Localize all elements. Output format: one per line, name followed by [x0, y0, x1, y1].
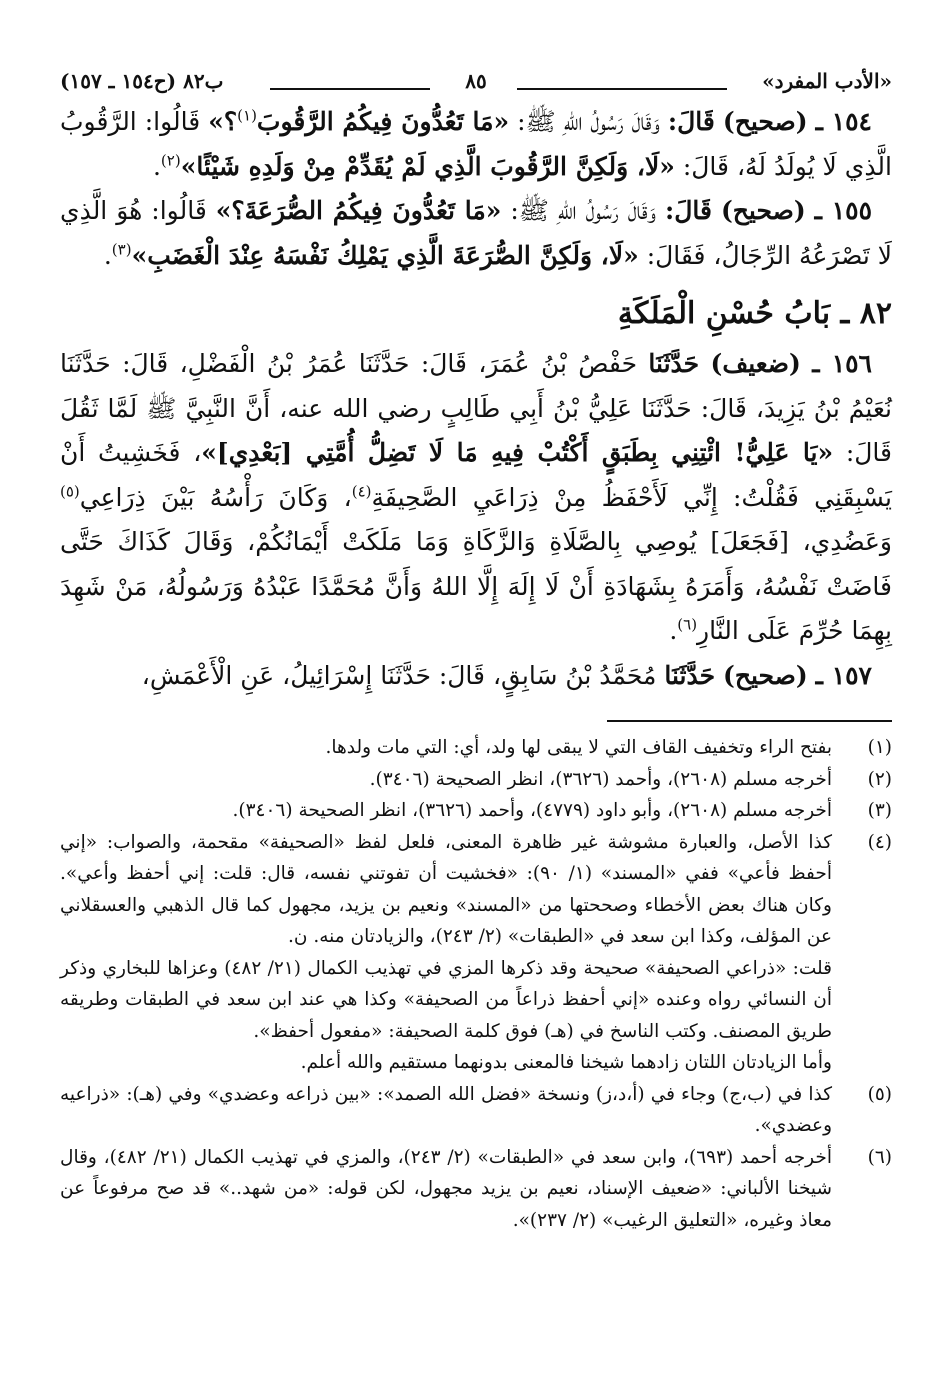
footnotes	[60, 732, 892, 1236]
hadith-grade: (ضعيف)	[710, 349, 801, 378]
hadith-text: وَقَالَ رَسُولُ اللهِ ﷺ:	[517, 107, 660, 136]
page-header	[60, 55, 892, 95]
narration-word: حَدَّثَنَا	[664, 660, 716, 690]
footnote-ref[interactable]: (٦)	[677, 615, 698, 634]
hadith-text: وَقَالَ رَسُولُ اللهِ ﷺ:	[510, 196, 657, 225]
footnote-5	[60, 1079, 892, 1142]
hadith-number: ١٥٧ ـ	[815, 660, 872, 690]
hadith-number: ١٥٤ ـ	[815, 107, 872, 136]
footnote-ref[interactable]: (١)	[237, 106, 257, 125]
hadith-157	[60, 654, 892, 699]
footnote-text: أخرجه مسلم (٢٦٠٨)، وأحمد (٣٦٢٦)، انظر الصحيحة (٣٤٠٦).	[369, 768, 832, 790]
footnote-ref[interactable]: (٤)	[351, 482, 372, 501]
hadith-grade: (صحيح)	[722, 107, 808, 136]
chapter-title: ٨٢ ـ بَابُ حُسْنِ الْمَلَكَةِ	[617, 296, 892, 331]
footnote-number: (١)	[867, 737, 892, 758]
footnote-text: قلت: «ذراعي الصحيفة» صحيحة وقد ذكرها المزي في تهذيب الكمال (٢١/ ٤٨٢) وعزاها للبخاري وذكر أن النسائي رواه وعنده «إني أحفظ ذراعاً من الصحيفة» وكذا هي عند ابن سعد في الطبقات وطريقه طريق المصنف. وكتب الناسخ في (هـ) فوق كلمة الصحيفة: «مفعول أحفظ».	[60, 957, 832, 1042]
hadith-text: ، وَكَانَ رَأْسُهُ بَيْنَ ذِرَاعِي	[79, 482, 352, 512]
footnote-number: (٥)	[867, 1083, 892, 1105]
sentence-end: .	[152, 151, 161, 181]
hadith-grade: (صحيح)	[723, 660, 808, 690]
hadith-154	[60, 100, 892, 189]
footnote-text: وأما الزيادتان اللتان زادهما شيخنا فالمعنى بدونهما مستقيم والله أعلم.	[300, 1052, 832, 1073]
footnote-number: (٦)	[867, 1146, 892, 1168]
book-page	[60, 55, 892, 1236]
footnote-6	[60, 1142, 892, 1237]
sentence-end: .	[103, 240, 112, 270]
prophetic-quote: «لَا، وَلَكِنَّ الرَّقُوبَ الَّذِي لَمْ يُقَدِّمْ مِنْ وَلَدِهِ شَيْئًا»	[180, 151, 675, 181]
footnote-text: أخرجه مسلم (٢٦٠٨)، وأبو داود (٤٧٧٩)، وأحمد (٣٦٢٦)، انظر الصحيحة (٣٤٠٦).	[232, 800, 832, 821]
footnote-ref[interactable]: (٣)	[111, 240, 132, 259]
hadith-text: قَالُوا: الرَّقُوبُ الَّذِي لَا يُولَدُ لَهُ، قَالَ:	[60, 107, 892, 181]
main-text	[60, 100, 892, 698]
hadith-text: وَعَضُدِي، [فَجَعَلَ] يُوصِي بِالصَّلَاةِ وَالزَّكَاةِ وَمَا مَلَكَتْ أَيْمَانُكُمْ، وَقَالَ كَذَاكَ حَتَّى فَاضَتْ نَفْسُهُ، وَأَمَرَهُ بِشَهَادَةِ أَنْ لَا إِلَهَ إِلَّا اللهُ وَأَنَّ مُحَمَّدًا عَبْدُهُ وَرَسُولُهُ، مَنْ شَهِدَ بِهِمَا حُرِّمَ عَلَى النَّارِ	[60, 527, 892, 645]
footnote-text: كذا في (ب،ج) وجاء في (أ،د،ز) ونسخة «فضل الله الصمد»: «بين ذراعه وعضدي» وفي (هـ): «ذراعيه وعضدي».	[60, 1083, 832, 1136]
footnote-text: كذا الأصل، والعبارة مشوشة غير ظاهرة المعنى، فلعل لفظ «الصحيفة» مقحمة، والصواب: «إني أحفظ فأعي» ففي «المسند» (١/ ٩٠): «فخشيت أن تفوتني نفسه، قال: قلت: إني أحفظ وأعي». وكان هناك بعض الأخطاء وصححتها من «المسند» ونعيم بن يزيد، مجهول كما قال الذهبي والعسقلاني عن المؤلف، وكذا ابن سعد في «الطبقات» (٢/ ٢٤٣)، والزيادتان منه. ن.	[60, 831, 832, 947]
hadith-number: ١٥٦ ـ	[812, 349, 872, 378]
hadith-155	[60, 189, 892, 278]
prophetic-quote: «مَا تَعُدُّونَ فِيكُمُ الرَّقُوبَ	[256, 107, 510, 136]
footnote-1	[60, 732, 892, 764]
footnote-4	[60, 827, 892, 1079]
prophetic-quote: «يَا عَلِيُّ! ائْتِنِي بِطَبَقٍ أَكْتُبْ فِيهِ مَا لَا تَضِلُّ أُمَّتِي [بَعْدِي]»	[201, 438, 834, 467]
hadith-number: ١٥٥ ـ	[814, 196, 873, 225]
sentence-end: .	[669, 616, 678, 645]
footnote-ref[interactable]: (٥)	[60, 482, 80, 501]
hadith-text: قَالُوا: هُوَ الَّذِي لَا تَصْرَعُهُ الرِّجَالُ، فَقَالَ:	[60, 196, 892, 270]
footnote-number: (٣)	[867, 800, 892, 821]
header-book-title: «الأدب المفرد»	[762, 69, 892, 93]
header-section-range: ب٨٢ (ح١٥٤ ـ ١٥٧)	[60, 69, 224, 93]
hadith-text: مُحَمَّدُ بْنُ سَابِقٍ، قَالَ: حَدَّثَنَا إِسْرَائِيلُ، عَنِ الْأَعْمَشِ،	[141, 660, 657, 690]
header-rule-left	[270, 88, 430, 90]
narration-word: قَالَ:	[667, 107, 715, 136]
footnote-3	[60, 795, 892, 827]
hadith-text: ، فَخَشِيتُ أَنْ يَسْبِقَنِي فَقُلْتُ: إِنِّي لَأَحْفَظُ مِنْ ذِرَاعَيِ الصَّحِيفَةِ	[60, 438, 892, 512]
footnote-number: (٢)	[867, 768, 892, 790]
narration-word: قَالَ:	[665, 196, 712, 225]
footnote-text: أخرجه أحمد (٦٩٣)، وابن سعد في «الطبقات» (٢/ ٢٤٣)، والمزي في تهذيب الكمال (٢١/ ٤٨٢)، وقال شيخنا الألباني: «ضعيف الإسناد، نعيم بن يزيد مجهول، لكن قوله: «من شهد..» قد صح مرفوعاً عن معاذ وغيره، «التعليق الرغيب» (٢/ ٢٣٧)».	[60, 1146, 832, 1231]
footnote-separator	[607, 720, 892, 722]
footnote-text: بفتح الراء وتخفيف القاف التي لا يبقى لها ولد، أي: التي مات ولدها.	[325, 737, 832, 758]
footnote-2	[60, 764, 892, 796]
narration-word: حَدَّثَنَا	[648, 349, 700, 378]
prophetic-quote: «مَا تَعُدُّونَ فِيكُمُ الصُّرَعَةَ؟»	[215, 196, 502, 225]
footnote-number: (٤)	[867, 831, 892, 853]
hadith-text: حَفْصُ بْنُ عُمَرَ، قَالَ: حَدَّثَنَا عُمَرُ بْنُ الْفَضْلِ، قَالَ: حَدَّثَنَا نُعَيْمُ بْنُ يَزِيدَ، قَالَ: حَدَّثَنَا عَلِيُّ بْنُ أَبِي طَالِبٍ رضي الله عنه، أَنَّ النَّبِيَّ ﷺ لَمَّا ثَقُلَ قَالَ:	[60, 349, 892, 467]
footnote-ref[interactable]: (٢)	[160, 151, 181, 170]
hadith-grade: (صحيح)	[720, 196, 806, 225]
hadith-156	[60, 342, 892, 654]
header-page-number: ٨٥	[465, 69, 487, 93]
prophetic-quote: «لَا، وَلَكِنَّ الصُّرَعَةَ الَّذِي يَمْلِكُ نَفْسَهُ عِنْدَ الْغَضَبِ»	[131, 240, 639, 270]
prophetic-quote-end: ؟»	[208, 107, 238, 136]
header-rule-right	[517, 88, 727, 90]
